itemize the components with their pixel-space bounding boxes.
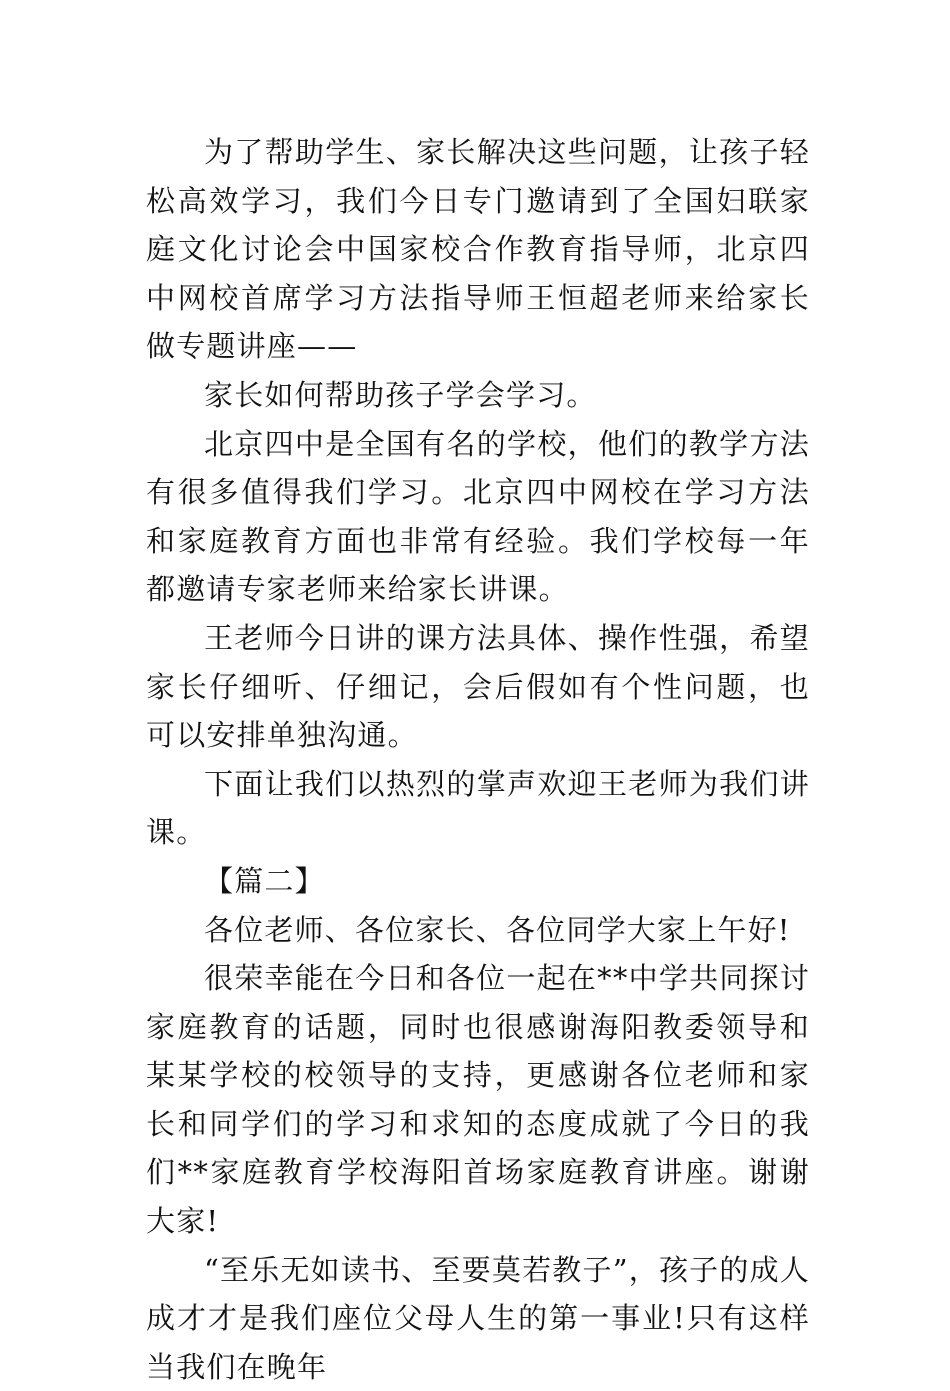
paragraph-lecture-method: 王老师今日讲的课方法具体、操作性强，希望家长仔细听、仔细记，会后假如有个性问题，也可以安排单独沟通。 bbox=[146, 620, 810, 753]
paragraph-welcome: 下面让我们以热烈的掌声欢迎王老师为我们讲课。 bbox=[146, 766, 810, 850]
paragraph-quote: “至乐无如读书、至要莫若教子”，孩子的成人成才才是我们座位父母人生的第一事业!只有这样当我们在晚年 bbox=[146, 1252, 810, 1384]
paragraph-lecture-topic: 家长如何帮助孩子学会学习。 bbox=[204, 377, 597, 412]
paragraph-intro: 为了帮助学生、家长解决这些问题，让孩子轻松高效学习，我们今日专门邀请到了全国妇联家庭文化讨论会中国家校合作教育指导师，北京四中网校首席学习方法指导师王恒超老师来给家长做专题讲座—— bbox=[146, 135, 810, 364]
section-heading: 【篇二】 bbox=[204, 863, 325, 898]
paragraph-greeting: 各位老师、各位家长、各位同学大家上午好! bbox=[204, 912, 791, 947]
paragraph-beijing-school: 北京四中是全国有名的学校，他们的教学方法有很多值得我们学习。北京四中网校在学习方法和家庭教育方面也非常有经验。我们学校每一年都邀请专家老师来给家长讲课。 bbox=[146, 426, 810, 607]
paragraph-thanks: 很荣幸能在今日和各位一起在**中学共同探讨家庭教育的话题，同时也很感谢海阳教委领导和某某学校的校领导的支持，更感谢各位老师和家长和同学们的学习和求知的态度成就了今日的我们**家庭教育学校海阳首场家庭教育讲座。谢谢大家! bbox=[146, 961, 810, 1239]
document-body bbox=[146, 128, 810, 1391]
